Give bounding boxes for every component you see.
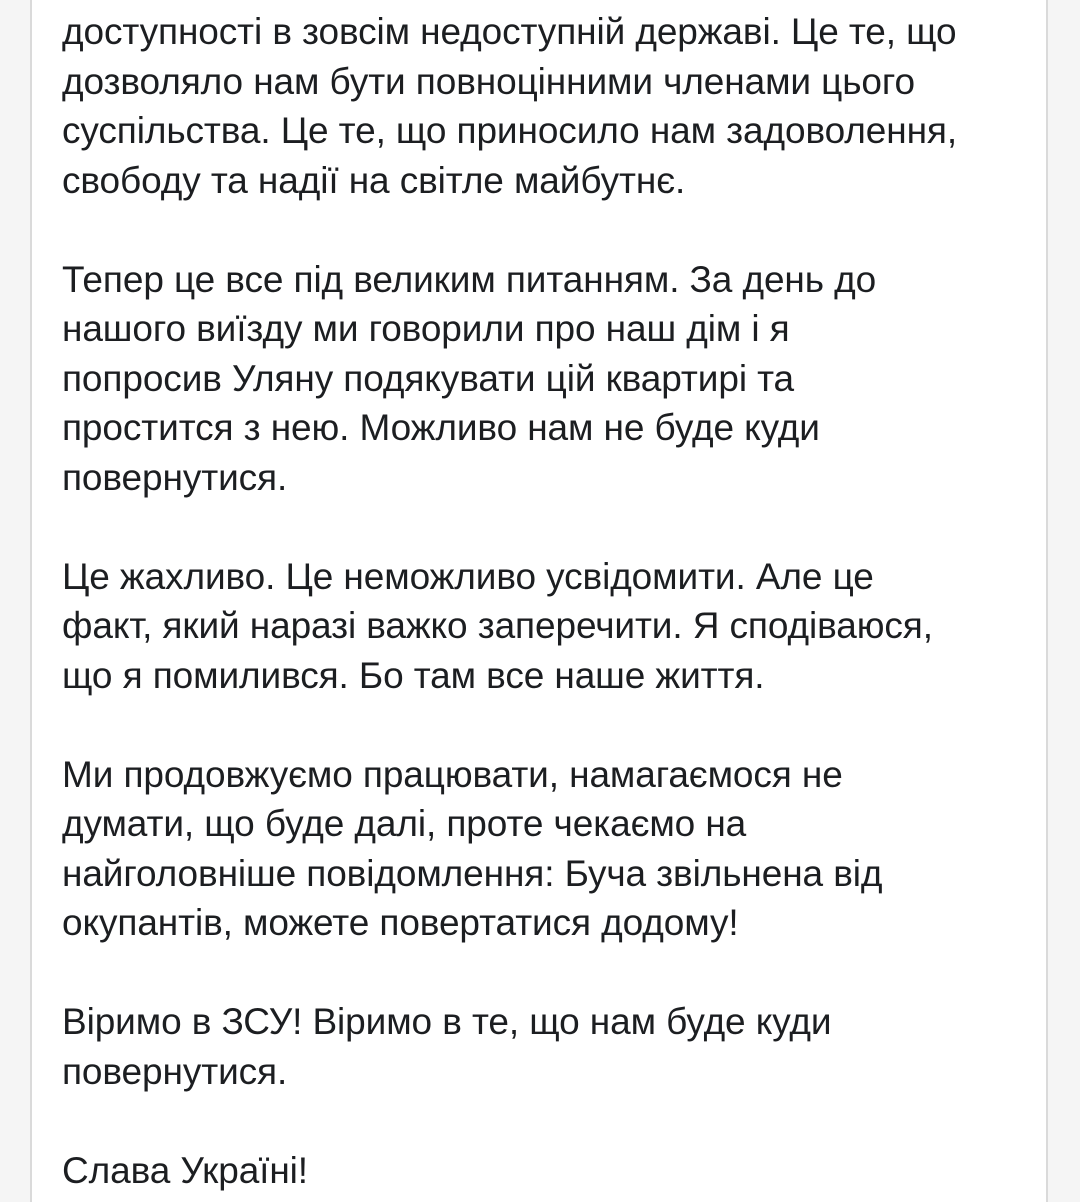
text-line: Ми продовжуємо працювати, намагаємося не [62, 753, 843, 795]
paragraph [62, 997, 1032, 1096]
text-line: повернутися. [62, 456, 288, 498]
text-line: факт, який наразі важко заперечити. Я сподіваюся, [62, 605, 933, 646]
text-line: дозволяло нам бути повноцінними членами цього [62, 60, 915, 102]
paragraph [62, 255, 1032, 503]
text-line: простится з нею. Можливо нам не буде куди [62, 407, 820, 448]
text-line: повернутися. [62, 1050, 288, 1092]
paragraph-spacer [62, 205, 1032, 255]
paragraph-spacer [62, 502, 1032, 552]
text-line: суспільства. Це те, що приносило нам задоволення, [62, 110, 958, 151]
paragraph-spacer [62, 1096, 1032, 1146]
text-line: Слава Україні! [62, 1149, 308, 1191]
text-line: свободу та надії на світле майбутнє. [62, 159, 686, 201]
paragraph-spacer [62, 948, 1032, 998]
paragraph-spacer [62, 700, 1032, 750]
paragraph [62, 750, 1032, 948]
text-line: Віримо в ЗСУ! Віримо в те, що нам буде куди [62, 1001, 832, 1042]
post-body-text [62, 7, 1032, 1195]
text-line: найголовніше повідомлення: Буча звільнена від [62, 852, 883, 894]
text-line: що я помилився. Бо там все наше життя. [62, 654, 765, 696]
paragraph [62, 7, 1032, 205]
text-line: доступності в зовсім недоступній державі. Це те, що [62, 11, 957, 52]
paragraph [62, 552, 1032, 701]
text-line: попросив Уляну подякувати цій квартирі та [62, 357, 795, 399]
text-line: думати, що буде далі, проте чекаємо на [62, 803, 747, 844]
text-line: Тепер це все під великим питанням. За день до [62, 258, 877, 300]
post-card [30, 0, 1048, 1202]
paragraph [62, 1146, 1032, 1196]
text-line: Це жахливо. Це неможливо усвідомити. Але це [62, 555, 874, 597]
text-line: окупантів, можете повертатися додому! [62, 902, 739, 943]
text-line: нашого виїзду ми говорили про наш дім і я [62, 308, 790, 349]
